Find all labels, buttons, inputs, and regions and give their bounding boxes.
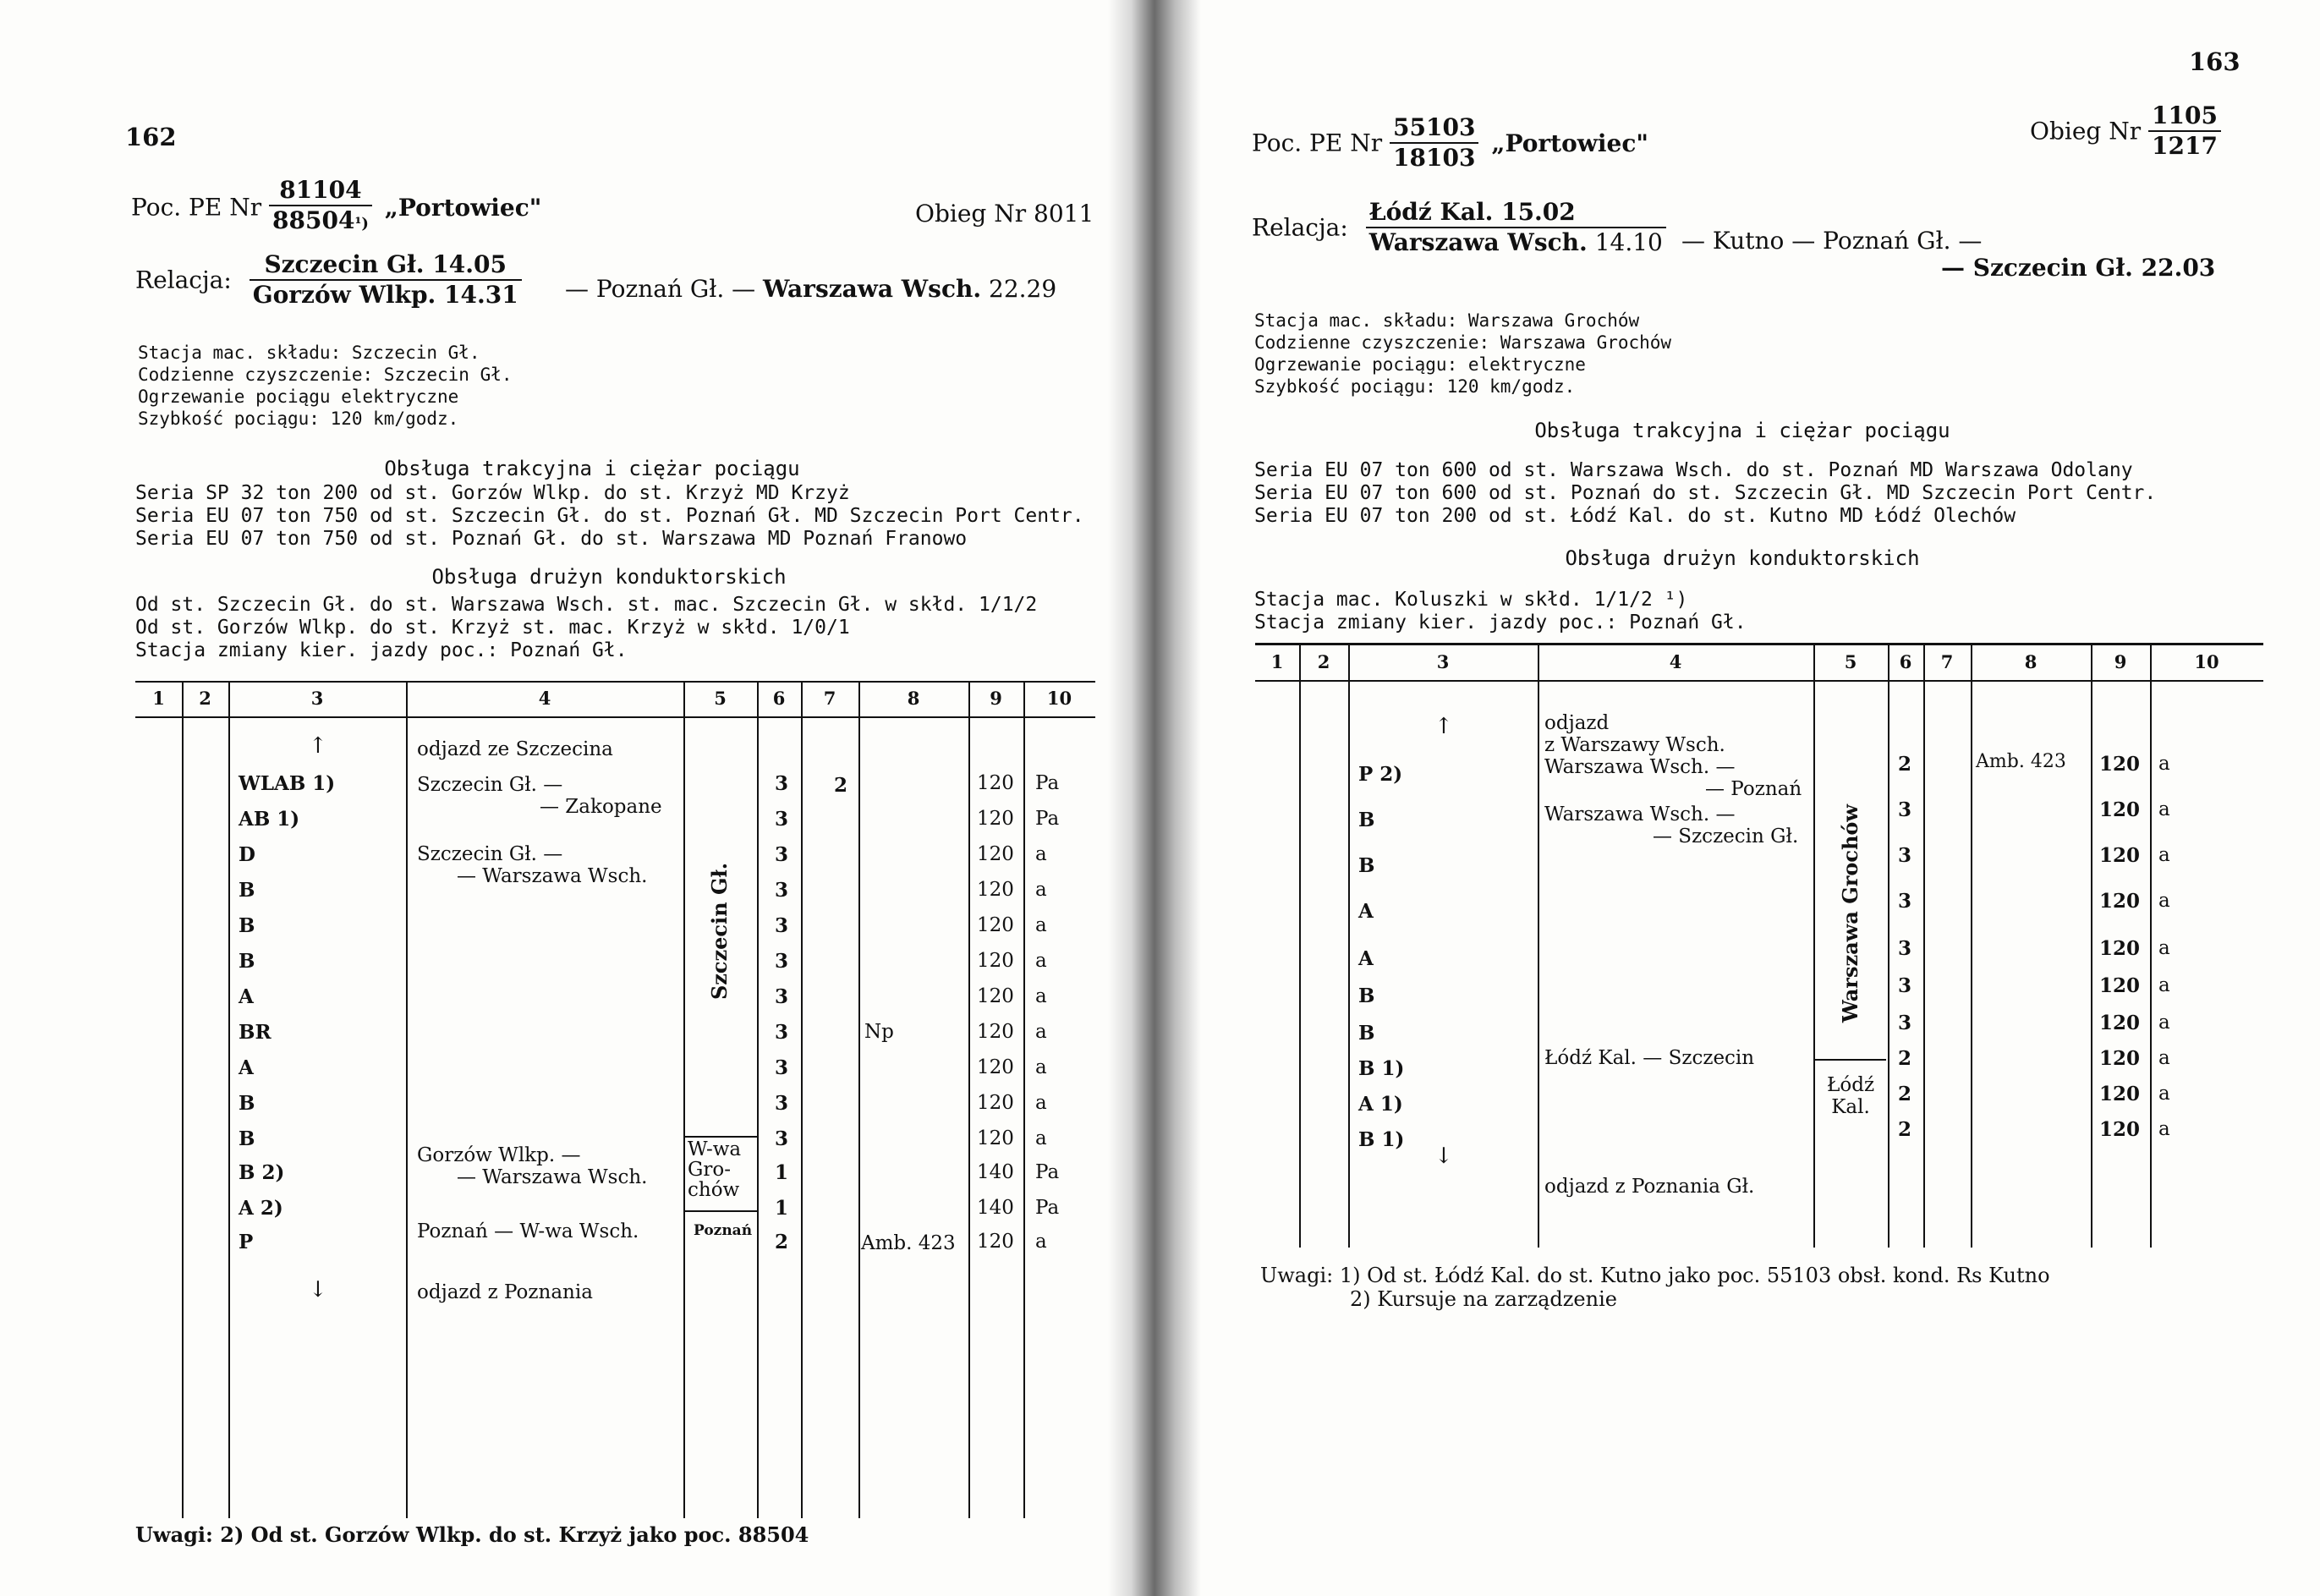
footnote: Uwagi: 2) Od st. Gorzów Wlkp. do st. Krzyż jako poc. 88504 [135,1522,809,1547]
info-line: Szybkość pociągu: 120 km/godz. [138,409,459,429]
col10-value: a [2158,1012,2170,1034]
col-header: 2 [1317,651,1330,672]
col6-value: 3 [775,808,789,831]
speed-value: 120 [977,1231,1014,1253]
obieg-bottom: 1217 [2152,132,2218,160]
col6-value: 3 [775,1021,789,1044]
traction-title: Obsługa trakcyjna i ciężar pociągu [384,457,800,480]
car-type: D [239,843,255,866]
col10-value: a [1035,985,1047,1007]
col10-value: a [1035,1056,1047,1078]
col-header: 4 [1669,651,1682,672]
speed-value: 120 [2099,844,2141,867]
col-header: 6 [772,688,786,709]
route-text: Warszawa Wsch. — [1544,756,1736,778]
col10-value: Pa [1035,772,1060,794]
speed-value: 120 [2099,1012,2141,1034]
col6-value: 3 [775,879,789,902]
car-type: B [1358,1022,1375,1045]
station-vertical-label: Szczecin Gł. [707,862,732,1001]
route-text: odjazd z Poznania [417,1281,593,1303]
speed-value: 120 [977,1056,1014,1078]
speed-value: 120 [977,985,1014,1007]
col10-value: a [2158,753,2170,775]
info-block [138,342,513,430]
col10-value: a [1035,879,1047,901]
car-type: WLAB 1) [239,772,336,795]
train-number-sup: ¹) [354,215,369,233]
arrow-up-icon: ↑ [1434,714,1453,739]
col10-value: Pa [1035,1197,1060,1219]
col10-value: a [2158,798,2170,820]
footnotes [1260,1264,2050,1311]
speed-value: 120 [977,1021,1014,1043]
train-prefix: Poc. PE Nr [1252,129,1383,157]
traction-block [135,482,1084,551]
route-text: — Warszawa Wsch. [457,865,648,887]
car-type: AB 1) [239,808,300,831]
arrow-up-icon: ↑ [309,733,327,759]
col6-value: 1 [775,1161,789,1184]
info-line: Stacja mac. składu: Szczecin Gł. [138,343,480,363]
label-line: Gro- [688,1159,731,1181]
car-type: B 1) [1358,1128,1405,1151]
col-header: 10 [2194,651,2219,672]
relacja-rest [565,275,1056,303]
col6-value: 3 [775,914,789,937]
info-line: Stacja mac. składu: Warszawa Grochów [1254,310,1640,331]
book-gutter [1108,0,1201,1596]
speed-value: 120 [2099,798,2141,821]
speed-value: 120 [977,1127,1014,1149]
car-type: B [239,1092,255,1115]
car-type: B [239,1127,255,1150]
crew-block [1254,589,1747,634]
relacja-bottom: Gorzów Wlkp. 14.31 [252,281,518,309]
col-header: 5 [1844,651,1857,672]
car-type: A [239,985,254,1008]
col10-value: a [2158,890,2170,912]
car-type: A [1358,900,1374,923]
car-type: A [1358,947,1374,970]
footnote-line: Uwagi: 1) Od st. Łódź Kal. do st. Kutno jako poc. 55103 obsł. kond. Rs Kutno [1260,1264,2050,1287]
speed-value: 120 [2099,974,2141,997]
col6-value: 3 [775,772,789,795]
col6-value: 3 [1898,890,1912,913]
relacja-bottom-time: 14.10 [1594,228,1663,256]
car-type: P [239,1231,254,1253]
col10-value: a [1035,950,1047,972]
label-line: W-wa [688,1138,742,1160]
train-name: „Portowiec" [384,193,542,222]
crew-line: Od st. Szczecin Gł. do st. Warszawa Wsch. st. mac. Szczecin Gł. w skłd. 1/1/2 [135,594,1038,616]
car-type: B [1358,809,1375,831]
relacja-fraction [250,250,522,310]
col-header: 7 [823,688,836,709]
car-type: BR [239,1021,271,1044]
col-header: 5 [714,688,727,709]
car-type: B [1358,854,1375,877]
speed-value: 140 [977,1197,1014,1219]
col6-value: 1 [775,1197,789,1220]
car-type: B [239,950,255,973]
page-number: 162 [125,123,177,151]
speed-value: 120 [977,808,1014,830]
traction-block [1254,459,2156,528]
speed-value: 140 [977,1161,1014,1183]
relacja-destination: Warszawa Wsch. [763,275,982,303]
car-type: A 2) [239,1197,283,1220]
info-line: Szybkość pociągu: 120 km/godz. [1254,376,1576,397]
station-vertical-label: Warszawa Grochów [1838,803,1862,1023]
timetable-right [1255,643,2263,1248]
col6-value: 2 [1898,1083,1912,1105]
train-number-bottom: 18103 [1393,144,1476,172]
route-text: Poznań — W-wa Wsch. [417,1220,639,1242]
train-name: „Portowiec" [1491,129,1648,157]
crew-line: Stacja mac. Koluszki w skłd. 1/1/2 ¹) [1254,589,1688,611]
speed-value: 120 [977,950,1014,972]
left-page [0,0,1116,1596]
info-line: Ogrzewanie pociągu elektryczne [138,387,459,407]
car-type: B [1358,984,1375,1007]
col-header: 3 [310,688,324,709]
traction-line: Seria EU 07 ton 200 od st. Łódź Kal. do st. Kutno MD Łódź Olechów [1254,505,2016,527]
relacja-arrival: 22.29 [989,275,1057,303]
relacja-via: — Kutno — Poznań Gł. — [1681,227,1983,255]
label-line: Kal. [1831,1096,1870,1118]
info-line: Codzienne czyszczenie: Warszawa Grochów [1254,332,1672,353]
col6-value: 3 [1898,844,1912,867]
col10-value: a [2158,937,2170,959]
col-header: 7 [1940,651,1954,672]
col6-value: 3 [775,985,789,1008]
crew-block [135,594,1037,662]
relacja-via: — Poznań Gł. — [565,275,756,303]
obieg-top: 1105 [2148,101,2221,132]
train-header [1252,113,1648,173]
col-header: 8 [2024,651,2038,672]
col6-value: 3 [775,843,789,866]
col-header: 10 [1046,688,1072,709]
col6-value: 3 [775,1127,789,1150]
col10-value: Pa [1035,808,1060,830]
col-header: 9 [2114,651,2127,672]
col6-value: 2 [1898,1047,1912,1070]
col6-value: 3 [775,1056,789,1079]
col-header: 1 [1270,651,1284,672]
col10-value: a [1035,843,1047,865]
relacja-fraction [1366,198,1666,257]
col10-value: a [2158,1083,2170,1105]
speed-value: 120 [2099,1047,2141,1070]
info-line: Ogrzewanie pociągu: elektryczne [1254,354,1586,375]
train-number-top: 55103 [1390,113,1478,144]
relacja-top: Łódź Kal. 15.02 [1366,198,1666,228]
train-header [131,176,541,239]
train-number-bottom: 88504 [272,206,355,234]
col6-value: 3 [1898,974,1912,997]
col6-value: 3 [775,950,789,973]
relacja [1252,198,1666,257]
speed-value: 120 [977,772,1014,794]
route-text: Łódź Kal. — Szczecin [1544,1047,1755,1069]
speed-value: 120 [977,843,1014,865]
col-header: 6 [1899,651,1912,672]
label-line: chów [688,1179,740,1201]
relacja-destination: — Szczecin Gł. 22.03 [1941,254,2216,282]
col8-value: Amb. 423 [1976,751,2066,772]
car-type: B [239,879,255,902]
col10-value: Pa [1035,1161,1060,1183]
traction-line: Seria EU 07 ton 750 od st. Szczecin Gł. do st. Poznań Gł. MD Szczecin Port Centr. [135,505,1084,527]
route-text: Szczecin Gł. — [417,774,563,796]
car-type: P 2) [1358,763,1403,786]
crew-title: Obsługa drużyn konduktorskich [431,565,787,589]
col6-value: 3 [775,1092,789,1115]
speed-value: 120 [2099,890,2141,913]
col10-value: a [2158,844,2170,866]
relacja-bottom: Warszawa Wsch. [1368,228,1588,256]
right-page [1201,0,2320,1596]
col-header: 1 [152,688,165,709]
traction-line: Seria EU 07 ton 600 od st. Poznań do st. Szczecin Gł. MD Szczecin Port Centr. [1254,482,2157,504]
obieg-fraction [2148,101,2221,161]
poznan-label: Poznań [694,1222,753,1239]
col-header: 2 [199,688,211,709]
obieg-number [2030,101,2221,161]
train-number [1390,113,1478,173]
speed-value: 120 [2099,1083,2141,1105]
crew-line: Od st. Gorzów Wlkp. do st. Krzyż st. mac. Krzyż w skłd. 1/0/1 [135,617,850,639]
col10-value: a [1035,1231,1047,1253]
lodz-kal-label [1827,1074,1874,1118]
route-text: Warszawa Wsch. — [1544,803,1736,825]
relacja-top: Szczecin Gł. 14.05 [250,250,522,281]
crew-title: Obsługa drużyn konduktorskich [1565,546,1920,570]
crew-line: Stacja zmiany kier. jazdy poc.: Poznań Gł. [135,639,628,661]
col-header: 8 [907,688,920,709]
route-text: odjazd [1544,712,1610,734]
relacja-label: Relacja: [135,266,232,294]
route-text: — Szczecin Gł. [1653,825,1799,847]
traction-line: Seria EU 07 ton 600 od st. Warszawa Wsch. do st. Poznań MD Warszawa Odolany [1254,459,2133,481]
train-number-top: 81104 [269,176,372,206]
footnote-line: 2) Kursuje na zarządzenie [1350,1287,1617,1311]
arrow-down-icon: ↓ [309,1277,327,1303]
car-type: B [239,914,255,937]
wwa-grochow-label [688,1139,741,1200]
col7-value: 2 [834,774,848,797]
traction-title: Obsługa trakcyjna i ciężar pociągu [1534,419,1950,442]
col10-value: a [2158,1047,2170,1069]
arrow-down-icon: ↓ [1434,1144,1453,1169]
route-text: — Zakopane [540,796,662,818]
crew-line: Stacja zmiany kier. jazdy poc.: Poznań Gł. [1254,612,1747,633]
col6-value: 2 [1898,1118,1912,1141]
col10-value: a [2158,974,2170,996]
speed-value: 120 [2099,937,2141,960]
col-header: 4 [538,688,551,709]
col8-value: Np [864,1021,894,1043]
col8-value: Amb. 423 [861,1232,956,1254]
page-number: 163 [2189,47,2240,76]
route-text: — Warszawa Wsch. [457,1166,648,1188]
traction-line: Seria SP 32 ton 200 od st. Gorzów Wlkp. do st. Krzyż MD Krzyż [135,482,850,504]
route-text: Szczecin Gł. — [417,843,563,865]
speed-value: 120 [2099,753,2141,776]
col10-value: a [1035,1021,1047,1043]
col10-value: a [1035,1127,1047,1149]
train-number [269,176,372,239]
car-type: B 1) [1358,1057,1405,1080]
relacja-label: Relacja: [1252,213,1348,242]
car-type: A 1) [1358,1093,1403,1116]
col6-value: 3 [1898,1012,1912,1034]
speed-value: 120 [977,1092,1014,1114]
col6-value: 2 [1898,753,1912,776]
car-type: A [239,1056,254,1079]
col6-value: 3 [1898,937,1912,960]
col6-value: 3 [1898,798,1912,821]
col10-value: a [1035,1092,1047,1114]
route-text: — Poznań [1705,778,1802,800]
col10-value: a [1035,914,1047,936]
train-prefix: Poc. PE Nr [131,193,262,222]
speed-value: 120 [2099,1118,2141,1141]
route-text: odjazd ze Szczecina [417,738,613,760]
traction-line: Seria EU 07 ton 750 od st. Poznań Gł. do st. Warszawa MD Poznań Franowo [135,528,968,550]
timetable-left [135,681,1095,1518]
col10-value: a [2158,1118,2170,1140]
obieg-label: Obieg Nr [2030,117,2142,145]
obieg-number: Obieg Nr 8011 [915,200,1094,228]
speed-value: 120 [977,914,1014,936]
info-line: Codzienne czyszczenie: Szczecin Gł. [138,365,513,385]
col-header: 9 [990,688,1002,709]
relacja [135,250,522,310]
speed-value: 120 [977,879,1014,901]
route-text: z Warszawy Wsch. [1544,734,1725,756]
col-header: 3 [1436,651,1450,672]
route-text: odjazd z Poznania Gł. [1544,1176,1755,1198]
car-type: B 2) [239,1161,285,1184]
col6-value: 2 [775,1231,789,1253]
info-block [1254,310,1671,398]
route-text: Gorzów Wlkp. — [417,1144,581,1166]
label-line: Łódź [1827,1074,1875,1096]
